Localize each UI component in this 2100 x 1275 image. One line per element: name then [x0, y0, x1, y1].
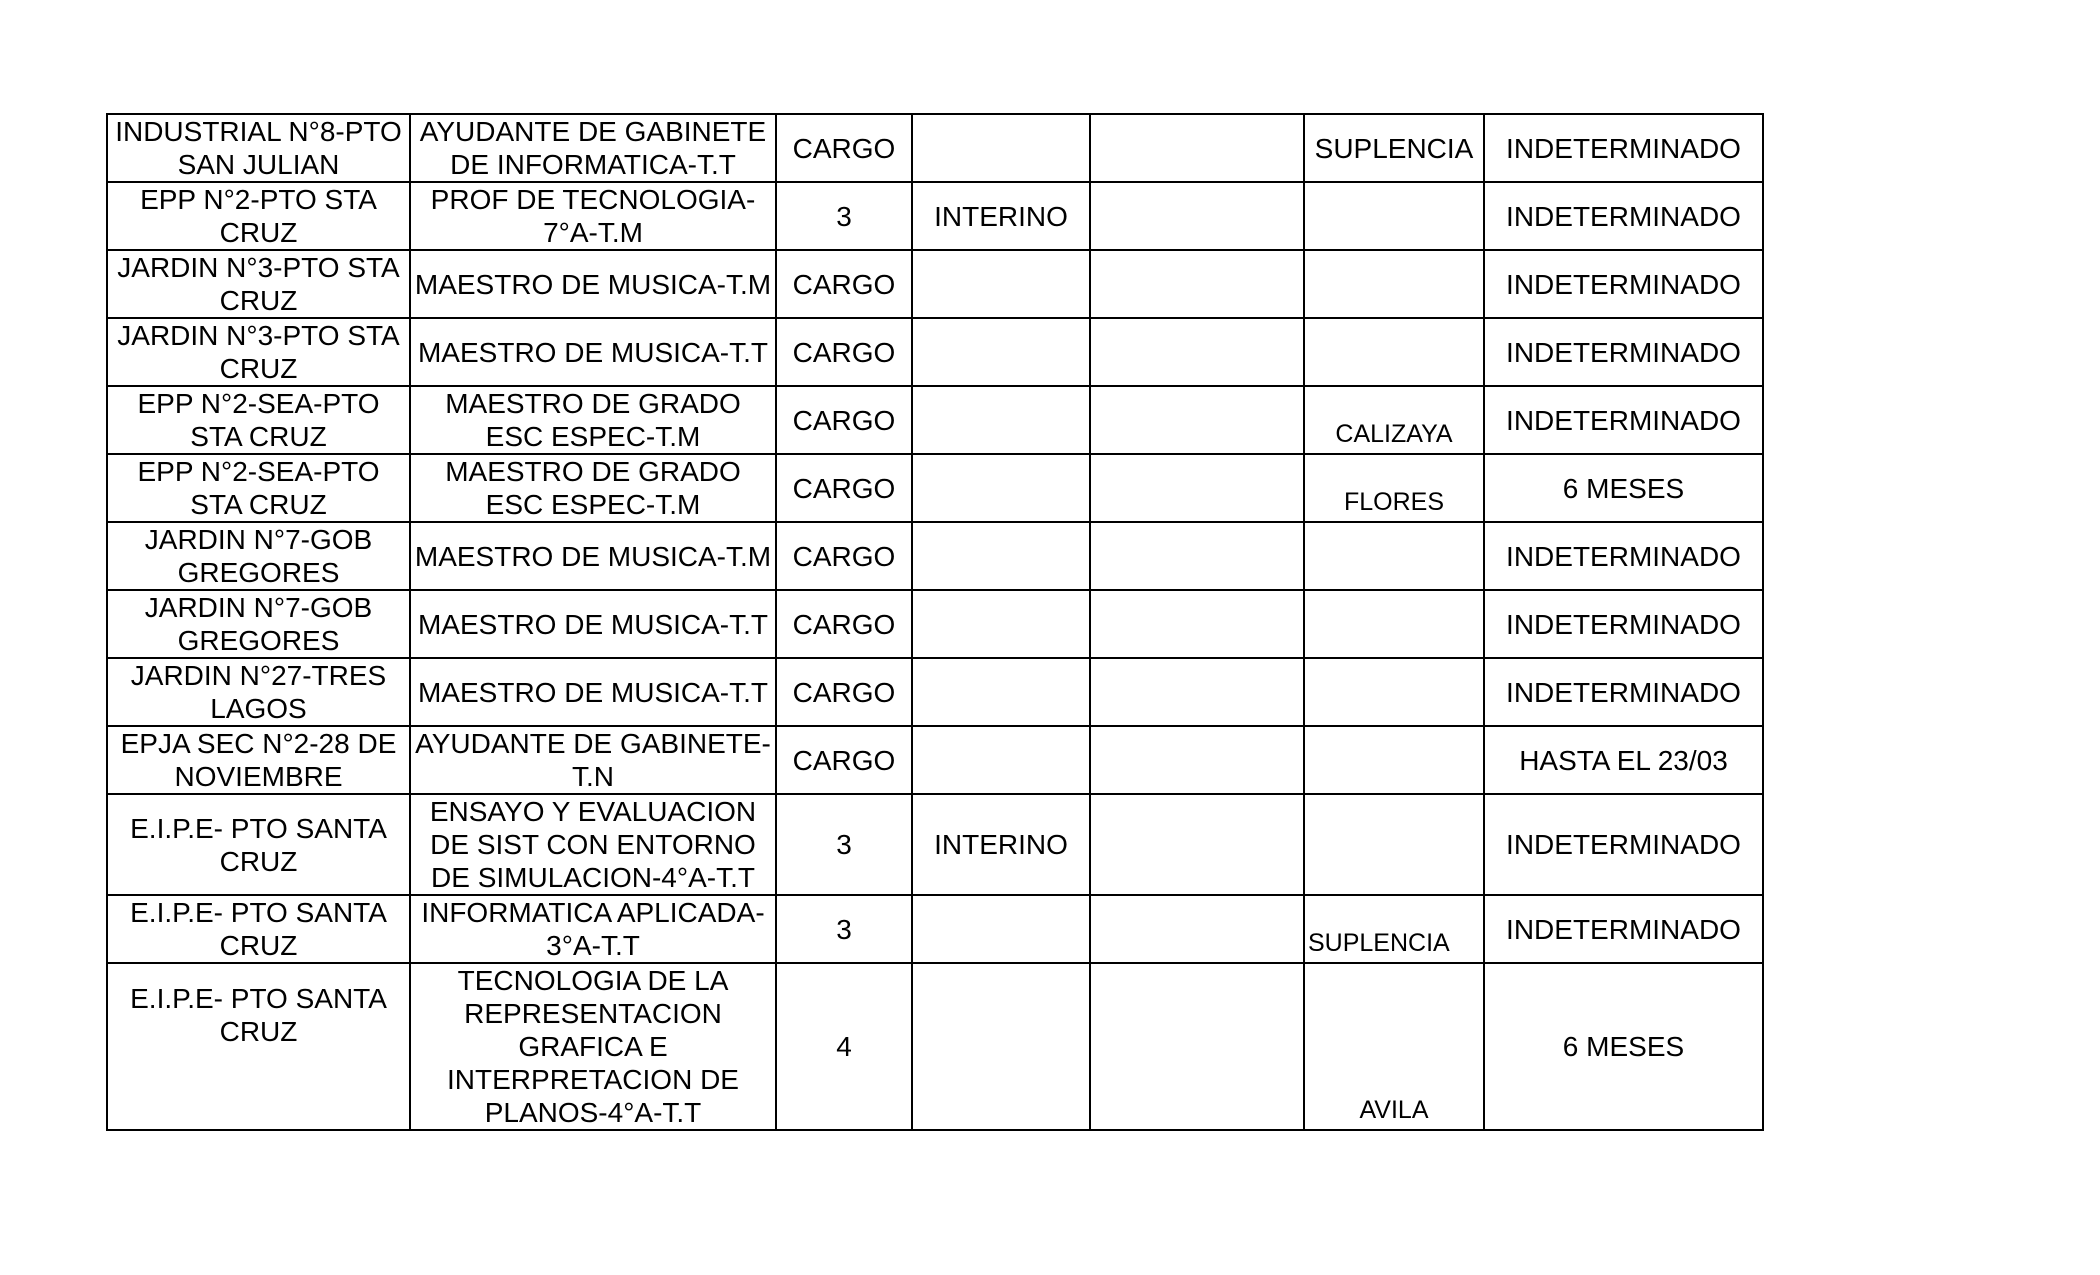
position-cell: AYUDANTE DE GABINETE DE INFORMATICA-T.T [410, 114, 776, 182]
extra-cell [1090, 386, 1304, 454]
type-cell: 3 [776, 895, 912, 963]
position-cell: AYUDANTE DE GABINETE-T.N [410, 726, 776, 794]
school-cell: JARDIN N°7-GOB GREGORES [107, 590, 410, 658]
type-cell: CARGO [776, 114, 912, 182]
name-cell: AVILA [1304, 963, 1484, 1130]
school-cell: EPP N°2-SEA-PTO STA CRUZ [107, 386, 410, 454]
duration-cell: INDETERMINADO [1484, 895, 1763, 963]
duration-cell: INDETERMINADO [1484, 250, 1763, 318]
table-row [107, 895, 1763, 963]
name-cell [1304, 318, 1484, 386]
duration-cell: 6 MESES [1484, 454, 1763, 522]
status-cell: INTERINO [912, 182, 1090, 250]
status-cell [912, 522, 1090, 590]
school-cell: E.I.P.E- PTO SANTA CRUZ [107, 794, 410, 895]
position-cell: MAESTRO DE MUSICA-T.T [410, 590, 776, 658]
duration-cell: INDETERMINADO [1484, 386, 1763, 454]
school-cell: EPJA SEC N°2-28 DE NOVIEMBRE [107, 726, 410, 794]
type-cell: CARGO [776, 386, 912, 454]
table-row [107, 726, 1763, 794]
table-row [107, 114, 1763, 182]
status-cell [912, 895, 1090, 963]
duration-cell: INDETERMINADO [1484, 182, 1763, 250]
name-cell [1304, 658, 1484, 726]
name-cell [1304, 182, 1484, 250]
duration-cell: INDETERMINADO [1484, 522, 1763, 590]
table-row [107, 794, 1763, 895]
duration-cell: INDETERMINADO [1484, 590, 1763, 658]
school-cell: INDUSTRIAL N°8-PTO SAN JULIAN [107, 114, 410, 182]
table-row [107, 386, 1763, 454]
extra-cell [1090, 454, 1304, 522]
type-cell: CARGO [776, 590, 912, 658]
position-cell: MAESTRO DE MUSICA-T.T [410, 318, 776, 386]
school-cell: JARDIN N°7-GOB GREGORES [107, 522, 410, 590]
name-cell: CALIZAYA [1304, 386, 1484, 454]
type-cell: CARGO [776, 658, 912, 726]
duration-cell: HASTA EL 23/03 [1484, 726, 1763, 794]
table-row [107, 250, 1763, 318]
table-row [107, 522, 1763, 590]
status-cell [912, 963, 1090, 1130]
school-cell: JARDIN N°3-PTO STA CRUZ [107, 318, 410, 386]
type-cell: 3 [776, 182, 912, 250]
position-cell: ENSAYO Y EVALUACION DE SIST CON ENTORNO DE SIMULACION-4°A-T.T [410, 794, 776, 895]
extra-cell [1090, 963, 1304, 1130]
status-cell [912, 590, 1090, 658]
status-cell [912, 454, 1090, 522]
school-cell: JARDIN N°3-PTO STA CRUZ [107, 250, 410, 318]
table-row [107, 318, 1763, 386]
position-cell: MAESTRO DE MUSICA-T.M [410, 522, 776, 590]
extra-cell [1090, 590, 1304, 658]
name-cell: FLORES [1304, 454, 1484, 522]
table-row [107, 658, 1763, 726]
status-cell [912, 250, 1090, 318]
school-cell: E.I.P.E- PTO SANTA CRUZ [107, 963, 410, 1130]
status-cell [912, 114, 1090, 182]
type-cell: 4 [776, 963, 912, 1130]
name-cell: SUPLENCIA [1304, 114, 1484, 182]
table-row [107, 963, 1763, 1130]
duration-cell: INDETERMINADO [1484, 318, 1763, 386]
extra-cell [1090, 726, 1304, 794]
type-cell: CARGO [776, 726, 912, 794]
duration-cell: INDETERMINADO [1484, 658, 1763, 726]
duration-cell: 6 MESES [1484, 963, 1763, 1130]
status-cell [912, 658, 1090, 726]
position-cell: MAESTRO DE MUSICA-T.M [410, 250, 776, 318]
position-cell: MAESTRO DE GRADO ESC ESPEC-T.M [410, 386, 776, 454]
extra-cell [1090, 114, 1304, 182]
assignments-table [106, 113, 1764, 1131]
table-row [107, 454, 1763, 522]
duration-cell: INDETERMINADO [1484, 794, 1763, 895]
status-cell [912, 726, 1090, 794]
extra-cell [1090, 658, 1304, 726]
school-cell: E.I.P.E- PTO SANTA CRUZ [107, 895, 410, 963]
extra-cell [1090, 794, 1304, 895]
type-cell: CARGO [776, 522, 912, 590]
position-cell: INFORMATICA APLICADA-3°A-T.T [410, 895, 776, 963]
extra-cell [1090, 250, 1304, 318]
name-cell [1304, 250, 1484, 318]
duration-cell: INDETERMINADO [1484, 114, 1763, 182]
status-cell [912, 386, 1090, 454]
table-row [107, 590, 1763, 658]
type-cell: CARGO [776, 250, 912, 318]
table-row [107, 182, 1763, 250]
status-cell [912, 318, 1090, 386]
status-cell: INTERINO [912, 794, 1090, 895]
name-cell [1304, 726, 1484, 794]
name-cell [1304, 522, 1484, 590]
name-cell [1304, 590, 1484, 658]
position-cell: MAESTRO DE GRADO ESC ESPEC-T.M [410, 454, 776, 522]
position-cell: TECNOLOGIA DE LA REPRESENTACION GRAFICA E INTERPRETACION DE PLANOS-4°A-T.T [410, 963, 776, 1130]
type-cell: CARGO [776, 318, 912, 386]
position-cell: MAESTRO DE MUSICA-T.T [410, 658, 776, 726]
extra-cell [1090, 318, 1304, 386]
type-cell: CARGO [776, 454, 912, 522]
school-cell: EPP N°2-SEA-PTO STA CRUZ [107, 454, 410, 522]
name-cell: SUPLENCIA [1304, 895, 1484, 963]
extra-cell [1090, 522, 1304, 590]
extra-cell [1090, 182, 1304, 250]
school-cell: JARDIN N°27-TRES LAGOS [107, 658, 410, 726]
type-cell: 3 [776, 794, 912, 895]
extra-cell [1090, 895, 1304, 963]
school-cell: EPP N°2-PTO STA CRUZ [107, 182, 410, 250]
position-cell: PROF DE TECNOLOGIA-7°A-T.M [410, 182, 776, 250]
name-cell [1304, 794, 1484, 895]
